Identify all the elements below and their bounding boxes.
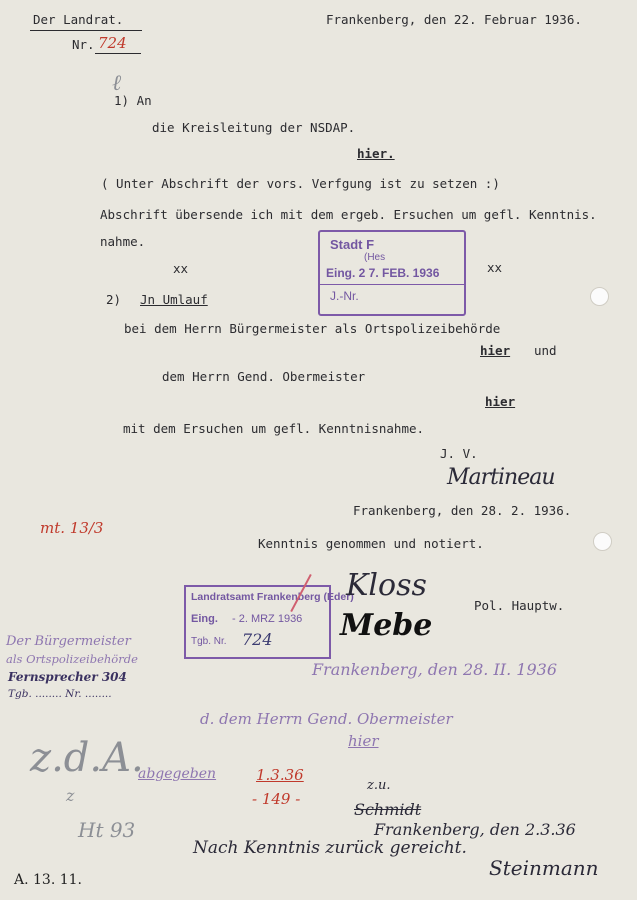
- signature-mebe: Mebe: [340, 608, 433, 643]
- item2-line2: dem Herrn Gend. Obermeister: [162, 369, 366, 384]
- stadt-stamp-j: J.-Nr.: [330, 289, 359, 303]
- purple-handwritten-date: Frankenberg, den 28. II. 1936: [312, 660, 557, 679]
- final-note: Nach Kenntnis zurück gereicht.: [193, 838, 467, 858]
- signature-landrat: Martineau: [447, 465, 555, 490]
- landratsamt-stamp-tgb-num: 724: [242, 630, 273, 649]
- item1-recipient: die Kreisleitung der NSDAP.: [152, 120, 356, 135]
- item1-text-line1: Abschrift übersende ich mit dem ergeb. Ersuchen um gefl. Kenntnis.: [100, 207, 597, 222]
- item2-und: und: [534, 343, 557, 358]
- corner-number: A. 13. 11.: [14, 872, 82, 888]
- abgegeben-note: abgegeben: [138, 766, 217, 782]
- sender-title: Der Landrat.: [33, 12, 124, 27]
- margin-red-note: mt. 13/3: [40, 519, 104, 537]
- stadt-stamp-divider: [320, 284, 464, 285]
- purple-handwritten-hier: hier: [348, 732, 379, 750]
- reference-number-value: 724: [98, 34, 127, 52]
- punch-hole-bottom: [593, 532, 612, 551]
- landratsamt-stamp: [184, 585, 354, 659]
- place-date: Frankenberg, den 22. Februar 1936.: [326, 12, 582, 27]
- zu-note: z.u.: [367, 778, 391, 793]
- reply-date: Frankenberg, den 28. 2. 1936.: [353, 503, 572, 518]
- punch-hole-top: [590, 287, 609, 306]
- stadt-received-stamp: [318, 230, 466, 316]
- pencil-z: z: [66, 786, 75, 805]
- item2-hier2: hier: [485, 394, 516, 409]
- item2-number: 2): [106, 292, 122, 307]
- stadt-stamp-eing: Eing. 2 7. FEB. 1936: [326, 266, 440, 280]
- sender-underline: [30, 30, 142, 31]
- buergermeister-stamp-line3: Fernsprecher 304: [8, 670, 127, 684]
- landratsamt-stamp-title: Landratsamt Frankenberg (Eder): [191, 591, 354, 603]
- stadt-stamp-line2: (Hes: [364, 252, 386, 263]
- pencil-mark-top: ℓ: [112, 71, 122, 96]
- pencil-ht: Ht 93: [78, 818, 136, 842]
- final-signature: Steinmann: [489, 856, 599, 880]
- item1-text-line2: nahme.: [100, 234, 146, 249]
- pencil-zda: z.d.A.: [30, 735, 144, 781]
- landratsamt-stamp-eing-date: - 2. MRZ 1936: [232, 613, 303, 625]
- item2-line1: bei dem Herrn Bürgermeister als Ortspolizeibehörde: [124, 321, 501, 336]
- stadt-stamp-line1: Stadt F: [330, 237, 375, 252]
- item2-request: mit dem Ersuchen um gefl. Kenntnisnahme.: [123, 421, 425, 436]
- xx-left: xx: [173, 261, 189, 276]
- buergermeister-stamp-line4: Tgb. ........ Nr. ........: [8, 688, 112, 700]
- item2-label: Jn Umlauf: [140, 292, 208, 307]
- reply-text: Kenntnis genommen und notiert.: [258, 536, 484, 551]
- red-number: - 149 -: [252, 790, 301, 808]
- landratsamt-stamp-eing-label: Eing.: [191, 613, 218, 625]
- item2-hier1: hier: [480, 343, 511, 358]
- reference-underline: [95, 53, 141, 54]
- item1-note: ( Unter Abschrift der vors. Verfgung ist zu setzen :): [101, 176, 500, 191]
- landratsamt-stamp-tgb-label: Tgb. Nr.: [191, 636, 227, 647]
- item1-hier: hier.: [357, 146, 395, 161]
- reference-number-label: Nr.: [72, 37, 95, 52]
- struck-signature: Schmidt: [354, 800, 422, 819]
- signature-kloss: Kloss: [346, 568, 427, 603]
- purple-handwritten-note: d. dem Herrn Gend. Obermeister: [200, 710, 453, 728]
- jv-label: J. V.: [440, 446, 478, 461]
- xx-right: xx: [487, 260, 503, 275]
- item1-number: 1) An: [114, 93, 152, 108]
- red-date: 1.3.36: [256, 766, 304, 784]
- final-date: Frankenberg, den 2.3.36: [374, 820, 576, 839]
- buergermeister-stamp-line1: Der Bürgermeister: [6, 634, 131, 649]
- police-rank: Pol. Hauptw.: [474, 598, 565, 613]
- buergermeister-stamp-line2: als Ortspolizeibehörde: [6, 652, 138, 666]
